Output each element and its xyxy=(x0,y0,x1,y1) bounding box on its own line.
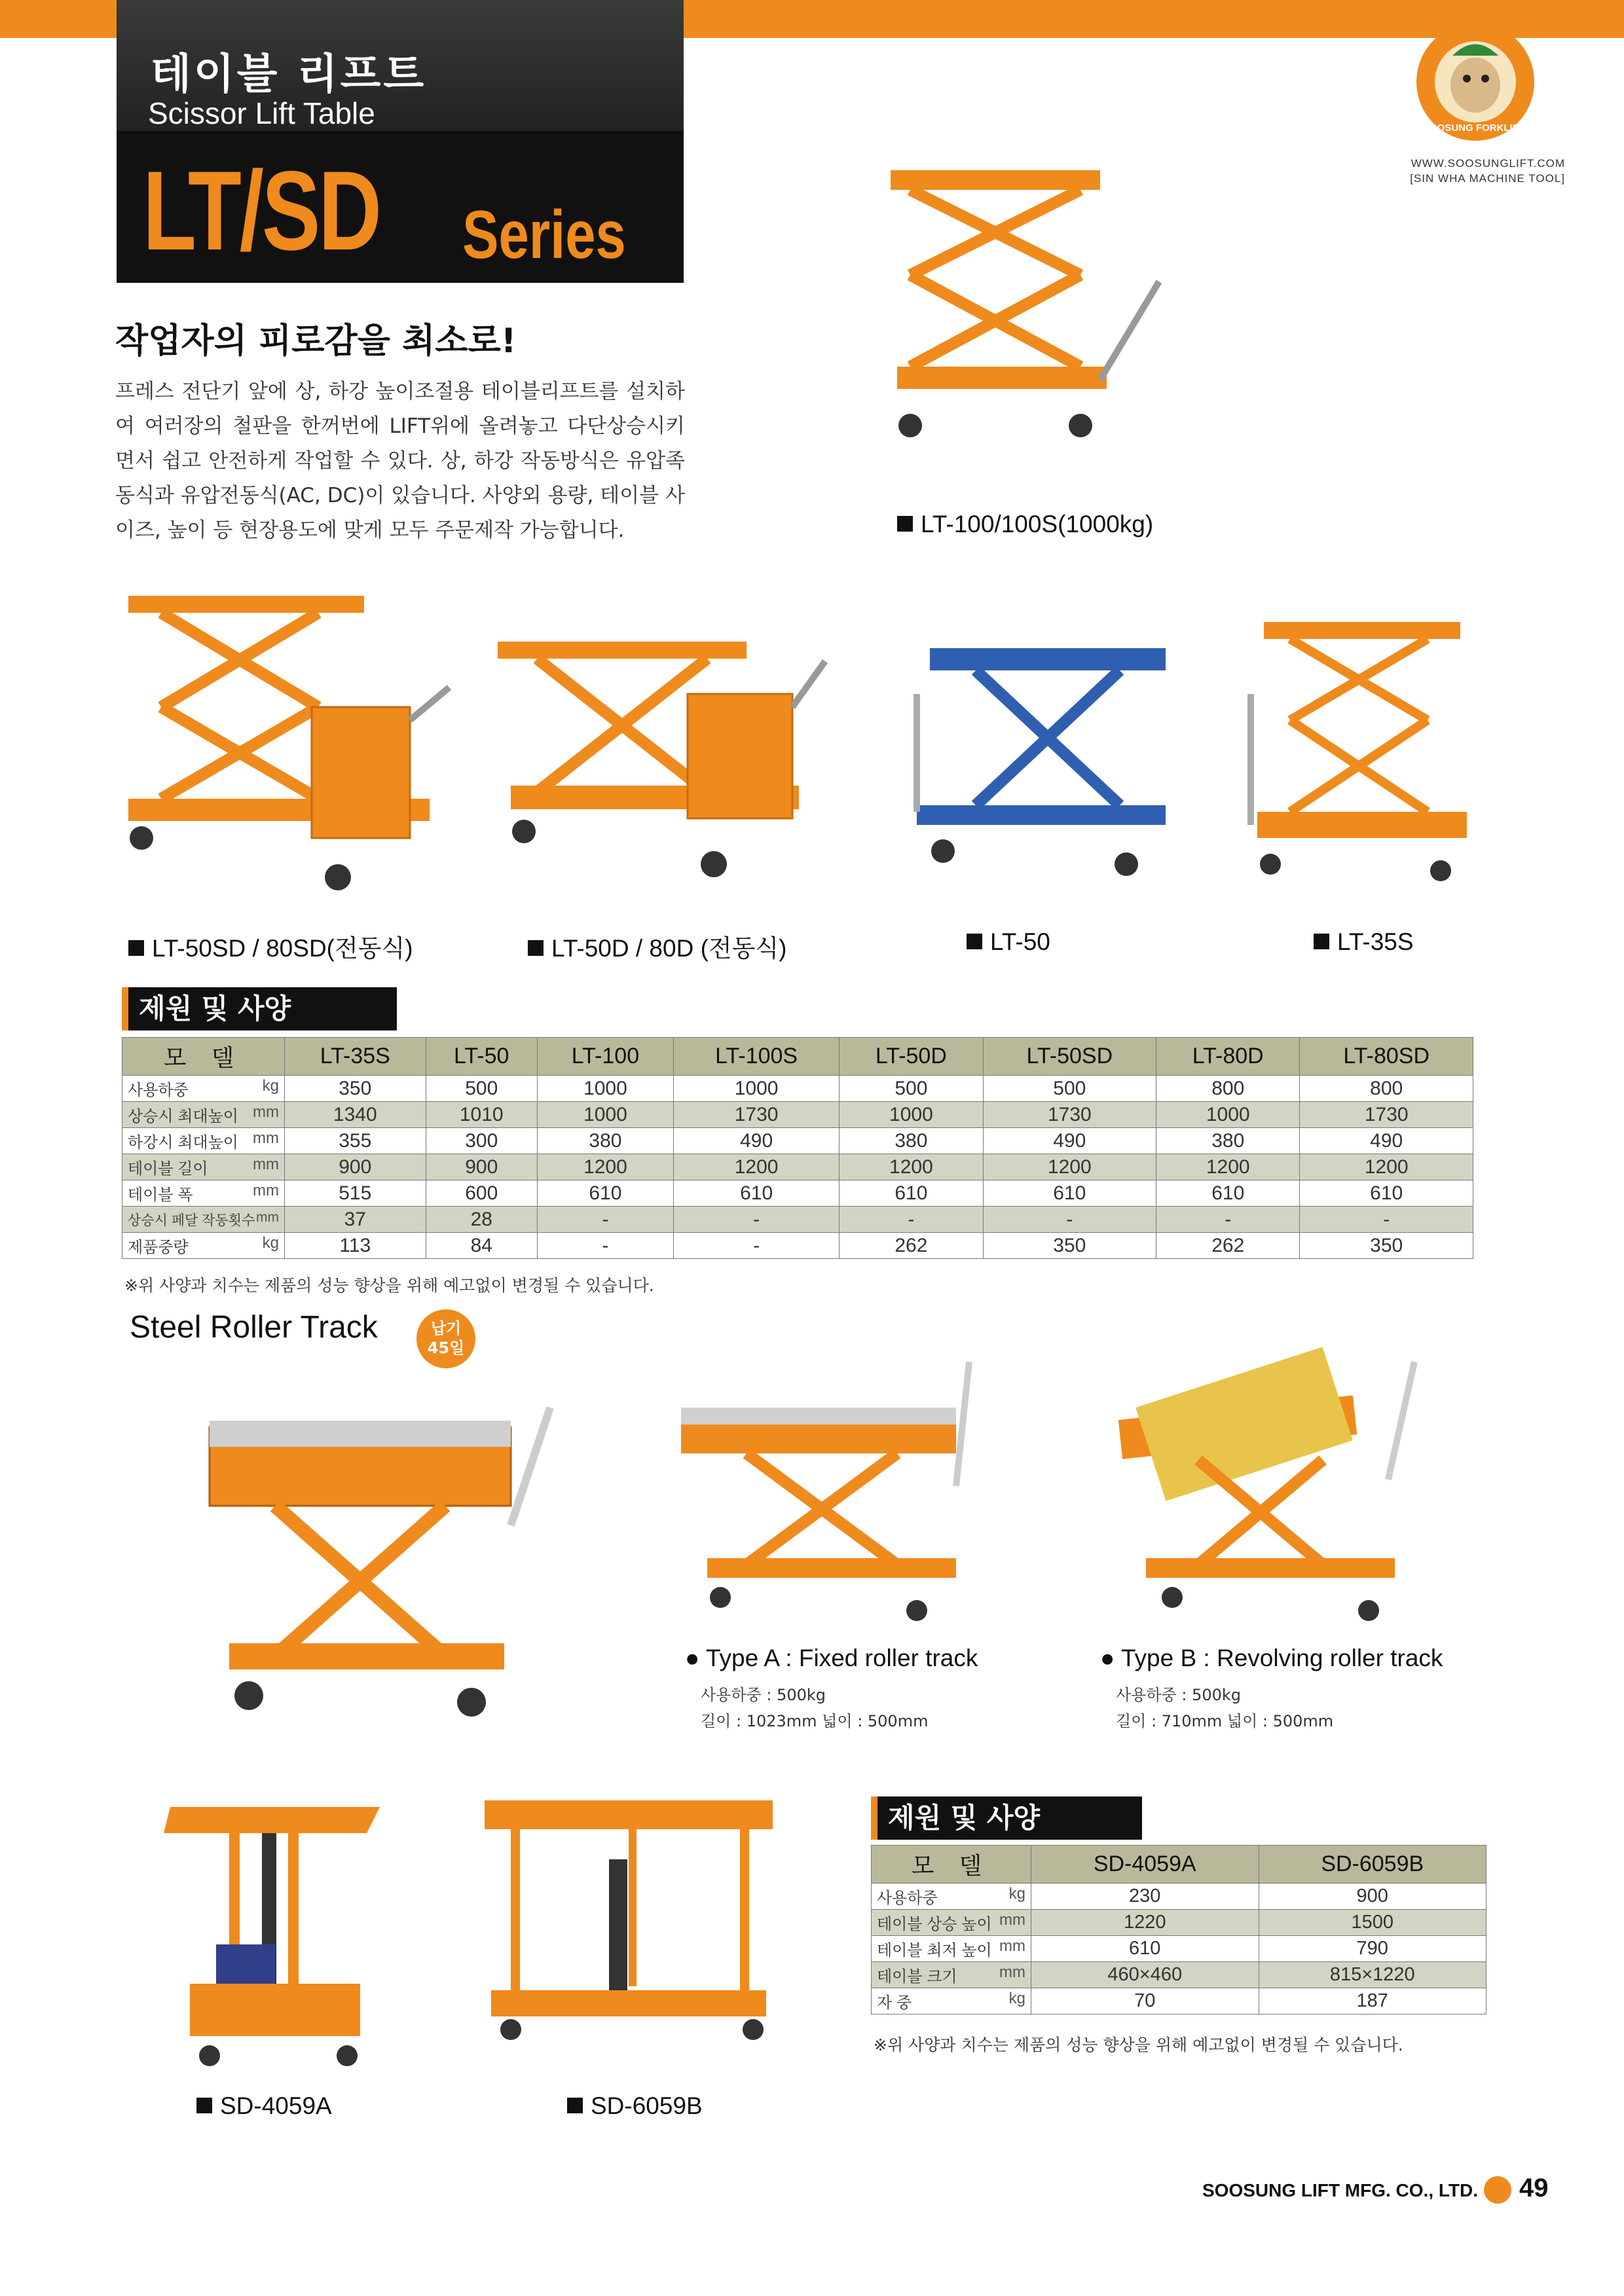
table-cell: 815×1220 xyxy=(1259,1962,1486,1988)
table-row xyxy=(122,1102,1473,1128)
table-cell: 230 xyxy=(1031,1884,1259,1910)
website-url[interactable]: WWW.SOOSUNGLIFT.COM xyxy=(1411,157,1565,170)
row-label: 테이블 최저 높이 xyxy=(877,1942,992,1959)
table-cell: 500 xyxy=(983,1076,1156,1102)
table-row xyxy=(122,1233,1473,1259)
title-english: Scissor Lift Table xyxy=(148,96,375,130)
caption-sd4059a: SD-4059A xyxy=(196,2092,332,2120)
row-label: 상승시 최대높이 xyxy=(128,1108,238,1125)
table-cell: 500 xyxy=(426,1076,537,1102)
lt-model-header: LT-100S xyxy=(673,1038,839,1076)
row-unit: kg xyxy=(262,1077,279,1095)
table-cell: 900 xyxy=(285,1154,426,1180)
table-cell: 1200 xyxy=(1156,1154,1300,1180)
sd-table-note: ※위 사양과 치수는 제품의 성능 향상을 위해 예고없이 변경될 수 있습니다. xyxy=(874,2035,1403,2054)
caption-lt35s: LT-35S xyxy=(1314,928,1414,956)
table-cell: 187 xyxy=(1259,1988,1486,2014)
table-cell: 790 xyxy=(1259,1936,1486,1962)
title-korean: 테이블 리프트 xyxy=(151,50,427,99)
caption-lt50: LT-50 xyxy=(967,928,1050,956)
type-b-load: 사용하중 : 500kg xyxy=(1116,1686,1242,1704)
row-unit: mm xyxy=(253,1156,279,1173)
table-cell: 490 xyxy=(983,1128,1156,1154)
table-cell: 350 xyxy=(285,1076,426,1102)
row-unit: kg xyxy=(1008,1885,1025,1903)
table-cell: 1730 xyxy=(1300,1102,1473,1128)
table-cell: - xyxy=(1300,1207,1473,1233)
table-cell: 84 xyxy=(426,1233,537,1259)
lt-model-header: LT-80SD xyxy=(1300,1038,1473,1076)
table-cell: - xyxy=(1156,1207,1300,1233)
row-unit: mm xyxy=(253,1182,279,1199)
type-a-title: ● Type A : Fixed roller track xyxy=(685,1645,978,1671)
table-cell: 610 xyxy=(537,1180,673,1207)
table-cell: 350 xyxy=(1300,1233,1473,1259)
table-cell: 1010 xyxy=(426,1102,537,1128)
table-cell: 800 xyxy=(1156,1076,1300,1102)
badge-line2: 45일 xyxy=(427,1339,465,1357)
table-cell: 1000 xyxy=(537,1076,673,1102)
sd4059a-photo xyxy=(164,1794,386,2075)
row-unit: kg xyxy=(1008,1990,1025,2007)
table-row xyxy=(872,1936,1486,1962)
table-row xyxy=(122,1076,1473,1102)
table-cell: 900 xyxy=(426,1154,537,1180)
type-b-size: 길이 : 710mm 넓이 : 500mm xyxy=(1116,1712,1334,1730)
table-row xyxy=(872,1962,1486,1988)
type-b-title: ● Type B : Revolving roller track xyxy=(1100,1645,1443,1671)
page-dot-icon xyxy=(1484,2176,1511,2204)
lt-model-header: LT-35S xyxy=(285,1038,426,1076)
model-label: 모 델 xyxy=(122,1038,285,1076)
table-cell: 600 xyxy=(426,1180,537,1207)
table-cell: 1200 xyxy=(1300,1154,1473,1180)
table-cell: 800 xyxy=(1300,1076,1473,1102)
table-cell: 28 xyxy=(426,1207,537,1233)
logo-text: SOOSUNG FORKLIFT xyxy=(1423,122,1524,134)
website-block xyxy=(1349,156,1565,186)
series-code: LT/SD xyxy=(143,148,380,274)
sd-model-header: SD-4059A xyxy=(1031,1846,1259,1884)
row-label: 테이블 길이 xyxy=(128,1160,208,1178)
row-label: 사용하중 xyxy=(877,1889,938,1907)
table-cell: 490 xyxy=(1300,1128,1473,1154)
table-cell: 113 xyxy=(285,1233,426,1259)
table-cell: 262 xyxy=(1156,1233,1300,1259)
table-cell: 355 xyxy=(285,1128,426,1154)
table-cell: 380 xyxy=(840,1128,983,1154)
table-cell: 1000 xyxy=(537,1102,673,1128)
row-label: 제품중량 xyxy=(128,1239,189,1256)
table-cell: 610 xyxy=(840,1180,983,1207)
table-cell: 380 xyxy=(1156,1128,1300,1154)
table-cell: - xyxy=(840,1207,983,1233)
type-b-photo xyxy=(1107,1349,1447,1630)
lt-model-header: LT-50SD xyxy=(983,1038,1156,1076)
intro-title: 작업자의 피로감을 최소로! xyxy=(115,321,517,361)
type-a-title-text: Type A : Fixed roller track xyxy=(705,1645,978,1671)
soosung-logo xyxy=(1393,20,1557,144)
table-cell: 1000 xyxy=(840,1102,983,1128)
table-cell: 610 xyxy=(983,1180,1156,1207)
caption-lt100: LT-100/100S(1000kg) xyxy=(897,511,1153,538)
table-cell: 300 xyxy=(426,1128,537,1154)
model-label: 모 델 xyxy=(872,1846,1031,1884)
row-unit: mm xyxy=(256,1209,279,1225)
series-word: Series xyxy=(462,197,626,273)
delivery-badge xyxy=(416,1309,475,1368)
table-row xyxy=(872,1884,1486,1910)
table-cell: 1220 xyxy=(1031,1910,1259,1936)
row-unit: mm xyxy=(999,1963,1025,1981)
sd6059b-photo xyxy=(478,1794,779,2049)
table-cell: 1200 xyxy=(983,1154,1156,1180)
table-cell: 1000 xyxy=(1156,1102,1300,1128)
caption-lt50sd: LT-50SD / 80SD(전동식) xyxy=(128,928,413,964)
row-label: 자 중 xyxy=(877,1994,912,2012)
row-label: 테이블 폭 xyxy=(128,1186,193,1204)
badge-line1: 납기 xyxy=(430,1319,462,1338)
table-cell: 490 xyxy=(673,1128,839,1154)
row-label: 상승시 페달 작동횟수 xyxy=(128,1212,255,1228)
sd-spec-table xyxy=(871,1845,1486,2014)
table-cell: 500 xyxy=(840,1076,983,1102)
lt-table-header-row xyxy=(122,1038,1473,1076)
row-unit: mm xyxy=(999,1911,1025,1929)
caption-lt50d: LT-50D / 80D (전동식) xyxy=(528,928,786,964)
row-unit: mm xyxy=(253,1129,279,1147)
table-cell: 1200 xyxy=(673,1154,839,1180)
row-unit: mm xyxy=(253,1103,279,1121)
lt-model-header: LT-50 xyxy=(426,1038,537,1076)
table-row xyxy=(122,1154,1473,1180)
table-cell: 460×460 xyxy=(1031,1962,1259,1988)
table-row xyxy=(872,1910,1486,1936)
table-cell: - xyxy=(537,1207,673,1233)
roller-main-photo xyxy=(196,1394,563,1722)
sd-model-header: SD-6059B xyxy=(1259,1846,1486,1884)
row-unit: mm xyxy=(999,1937,1025,1955)
page-number: 49 xyxy=(1519,2174,1549,2202)
table-cell: 610 xyxy=(673,1180,839,1207)
table-cell: - xyxy=(537,1233,673,1259)
table-cell: 1200 xyxy=(537,1154,673,1180)
company-note: [SIN WHA MACHINE TOOL] xyxy=(1410,172,1565,185)
lt-model-header: LT-100 xyxy=(537,1038,673,1076)
type-a-size: 길이 : 1023mm 넓이 : 500mm xyxy=(701,1712,929,1730)
row-label: 테이블 크기 xyxy=(877,1968,957,1986)
lt-spec-table xyxy=(122,1037,1473,1259)
table-cell: 1340 xyxy=(285,1102,426,1128)
lt35s-photo xyxy=(1231,615,1480,903)
table-cell: 262 xyxy=(840,1233,983,1259)
table-cell: 1730 xyxy=(673,1102,839,1128)
lt50sd-photo xyxy=(122,589,462,903)
table-cell: 1730 xyxy=(983,1102,1156,1128)
roller-title: Steel Roller Track xyxy=(130,1310,378,1345)
lt-model-header: LT-50D xyxy=(840,1038,983,1076)
header-banner xyxy=(117,0,684,283)
spec-title-sd: 제원 및 사양 xyxy=(871,1796,1142,1840)
table-cell: 1200 xyxy=(840,1154,983,1180)
row-unit: kg xyxy=(262,1234,279,1252)
footer-company: SOOSUNG LIFT MFG. CO., LTD. xyxy=(1202,2180,1479,2200)
caption-sd6059b: SD-6059B xyxy=(567,2092,703,2120)
type-b-title-text: Type B : Revolving roller track xyxy=(1120,1645,1443,1671)
lt-table-note: ※위 사양과 치수는 제품의 성능 향상을 위해 예고없이 변경될 수 있습니다. xyxy=(124,1276,654,1295)
table-cell: 380 xyxy=(537,1128,673,1154)
table-row xyxy=(122,1128,1473,1154)
lt50-photo xyxy=(910,642,1172,884)
lt-model-header: LT-80D xyxy=(1156,1038,1300,1076)
table-cell: 610 xyxy=(1300,1180,1473,1207)
lt100-photo xyxy=(884,164,1159,478)
sd-table-header-row xyxy=(872,1846,1486,1884)
intro-body: 프레스 전단기 앞에 상, 하강 높이조절용 테이블리프트를 설치하여 여러장의 철판을 한꺼번에 LIFT위에 올려놓고 다단상승시키면서 쉽고 안전하게 작업할 수 있다. 상, 하강 작동방식은 유압족동식과 유압전동식(AC, DC)이 있습니다. 사양외 용량, 테이블 사이즈, 높이 등 현장용도에 맞게 모두 주문제작 가능합니다. xyxy=(115,380,685,542)
table-cell: 1500 xyxy=(1259,1910,1486,1936)
table-row xyxy=(122,1180,1473,1207)
row-label: 사용하중 xyxy=(128,1082,189,1099)
table-cell: 70 xyxy=(1031,1988,1259,2014)
table-cell: 350 xyxy=(983,1233,1156,1259)
table-cell: - xyxy=(673,1207,839,1233)
table-cell: 610 xyxy=(1156,1180,1300,1207)
table-cell: 610 xyxy=(1031,1936,1259,1962)
type-a-photo xyxy=(681,1355,1008,1630)
table-cell: 1000 xyxy=(673,1076,839,1102)
lt50d-photo xyxy=(498,642,838,890)
table-row xyxy=(872,1988,1486,2014)
table-cell: 515 xyxy=(285,1180,426,1207)
table-row xyxy=(122,1207,1473,1233)
spec-title-lt: 제원 및 사양 xyxy=(122,987,397,1030)
type-a-load: 사용하중 : 500kg xyxy=(701,1686,826,1704)
table-cell: 37 xyxy=(285,1207,426,1233)
table-cell: - xyxy=(673,1233,839,1259)
row-label: 테이블 상승 높이 xyxy=(877,1916,992,1933)
table-cell: 900 xyxy=(1259,1884,1486,1910)
row-label: 하강시 최대높이 xyxy=(128,1134,238,1152)
table-cell: - xyxy=(983,1207,1156,1233)
